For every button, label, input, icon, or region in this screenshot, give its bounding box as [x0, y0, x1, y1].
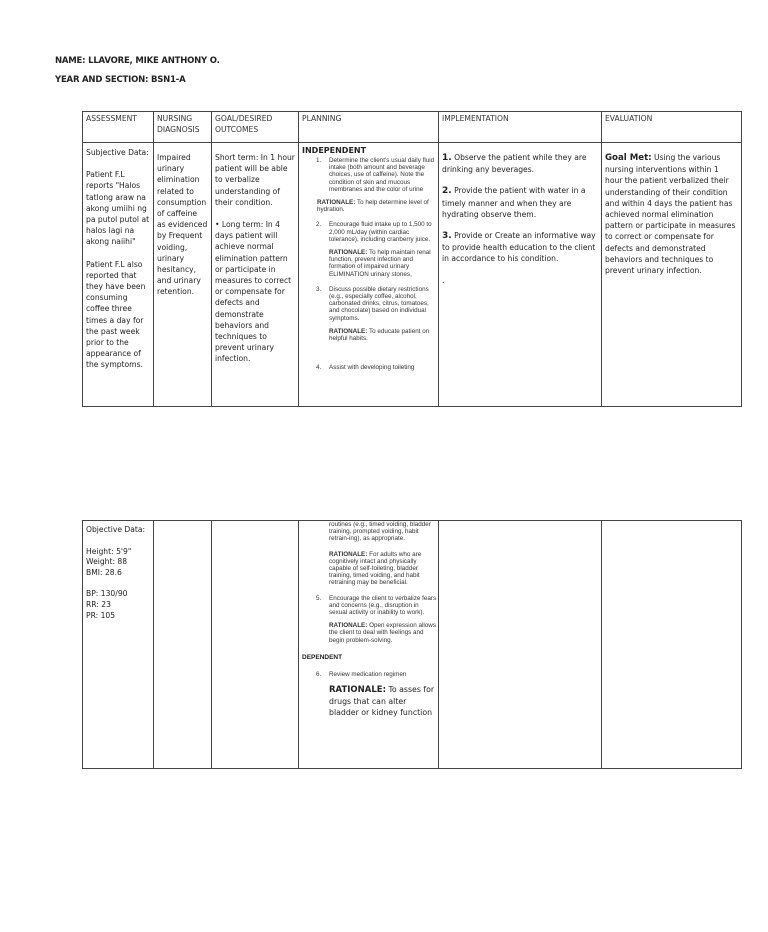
table-row — [83, 143, 742, 407]
rationale-4: RATIONALE: For adults who are cognitively intact and physically capable of self-toileting, bladder training, timed voiding, and habit retraining may be beneficial. — [329, 550, 422, 587]
rationale-2: RATIONALE: To help maintain renal function, prevent infection and formation of impaired urinary ELIMINATION urinary stones, — [329, 249, 431, 278]
rationale-1: RATIONALE: To help determine level of hydration. — [317, 199, 429, 214]
diagnosis-text: Impaired urinary elimination related to consumption of caffeine as evidenced by Frequent voiding, urinary hesitancy, and urinary retention. — [157, 153, 208, 297]
diagnosis-cell — [154, 143, 212, 407]
planning-item-6: 6. Review medication regimen — [316, 671, 407, 679]
implementation-dot: . — [442, 275, 445, 285]
diagnosis-cell-empty — [154, 521, 212, 769]
rr-value: RR: 23 — [86, 599, 111, 609]
bp-value: BP: 130/90 — [86, 589, 128, 599]
objective-cell — [83, 521, 154, 769]
evaluation-cell — [602, 143, 742, 407]
implementation-cell — [439, 143, 602, 407]
assessment-cell — [83, 143, 154, 407]
implementation-item-3: 3. Provide or Create an informative way to provide health education to the client in accordance to his condition. — [442, 231, 596, 264]
subjective-text-1: Patient F.L reports "Halos tatlong araw na akong umiihi ng pa putol putol at halos lagi na akong naiihi" — [86, 170, 150, 247]
short-term-goal: Short term: In 1 hour patient will be able to verbalize understanding of their condition. — [215, 153, 295, 207]
planning-cell-cont — [299, 521, 439, 769]
planning-item-5: 5. Encourage the client to verbalize fears and concerns (e.g., disruption in sexual activity or inability to work). — [316, 594, 437, 617]
height-value: Height: 5'9" — [86, 546, 132, 556]
evaluation-text: Using the various nursing interventions within 1 hour the patient verbalized their understanding of their condition and within 4 days the patient has achieved normal elimination pattern or participate in measures to correct or compensate for defects and demonstrated behaviors and techniques to prevent urinary infection. — [605, 153, 736, 276]
goal-met-label: Goal Met: — [605, 153, 652, 163]
implementation-cell-empty — [439, 521, 602, 769]
col-nursing-diagnosis: NURSING DIAGNOSIS — [157, 114, 200, 135]
bmi-value: BMI: 28.6 — [86, 567, 122, 577]
subjective-text-2: Patient F.L also reported that they have been consuming coffee three times a day for the past week prior to the appearance of the symptoms. — [86, 259, 146, 370]
pr-value: PR: 105 — [86, 610, 116, 620]
rationale-5: RATIONALE: Open expression allows the client to deal with feelings and begin problem-solving. — [329, 622, 436, 644]
planning-item-1: 1. Determine the client's usual daily fluid intake (both amount and beverage choices, use of caffeine). Note the condition of skin and mucous membranes and the color of urine — [316, 157, 435, 193]
weight-value: Weight: 88 — [86, 557, 128, 567]
care-plan-table-part1 — [82, 111, 742, 407]
col-planning: PLANNING — [302, 114, 342, 123]
evaluation-cell-empty — [602, 521, 742, 769]
col-goals: GOAL/DESIRED OUTCOMES — [215, 114, 273, 135]
planning-item-3: 3. Discuss possible dietary restrictions (e.g., especially coffee, alcohol, carbonated drinks, citrus, tomatoes, and chocolate) based on individual symptoms. — [316, 285, 429, 322]
goals-cell-empty — [212, 521, 299, 769]
planning-item-4-cont: routines (e.g., timed voiding, bladder training, prompted voiding, habit retrain-ing), as appropriate. — [329, 521, 431, 543]
col-implementation: IMPLEMENTATION — [442, 114, 509, 123]
independent-heading: INDEPENDENT — [302, 146, 367, 155]
table-row — [83, 521, 742, 769]
implementation-item-1: 1. Observe the patient while they are drinking any beverages. — [442, 153, 587, 175]
year-section: YEAR AND SECTION: BSN1-A — [55, 75, 186, 85]
rationale-3: RATIONALE: To educate patient on helpful habits. — [329, 327, 430, 343]
table-header-row — [83, 112, 742, 143]
care-plan-table-part2 — [82, 520, 742, 769]
long-term-goal: • Long term: In 4 days patient will achieve normal elimination pattern or participate in measures to correct or compensate for defects and demonstrate behaviors and techniques to prevent urinary infection. — [215, 220, 292, 364]
col-assessment: ASSESSMENT — [86, 114, 137, 123]
planning-item-4: 4. Assist with developing toileting — [316, 364, 415, 372]
dependent-heading: DEPENDENT — [302, 653, 343, 661]
col-evaluation: EVALUATION — [605, 114, 653, 123]
rationale-6: RATIONALE: To asses for drugs that can alter bladder or kidney function — [329, 685, 435, 718]
implementation-item-2: 2. Provide the patient with water in a timely manner and when they are hydrating observe them. — [442, 186, 586, 219]
objective-label: Objective Data: — [86, 525, 146, 534]
subjective-label: Subjective Data: — [86, 148, 149, 157]
goals-cell — [212, 143, 299, 407]
planning-item-2: 2. Encourage fluid intake up to 1,500 to 2,000 mL/day (within cardiac tolerance), including cranberry juice. — [316, 221, 432, 243]
planning-cell — [299, 143, 439, 407]
student-name: NAME: LLAVORE, MIKE ANTHONY O. — [55, 56, 220, 66]
